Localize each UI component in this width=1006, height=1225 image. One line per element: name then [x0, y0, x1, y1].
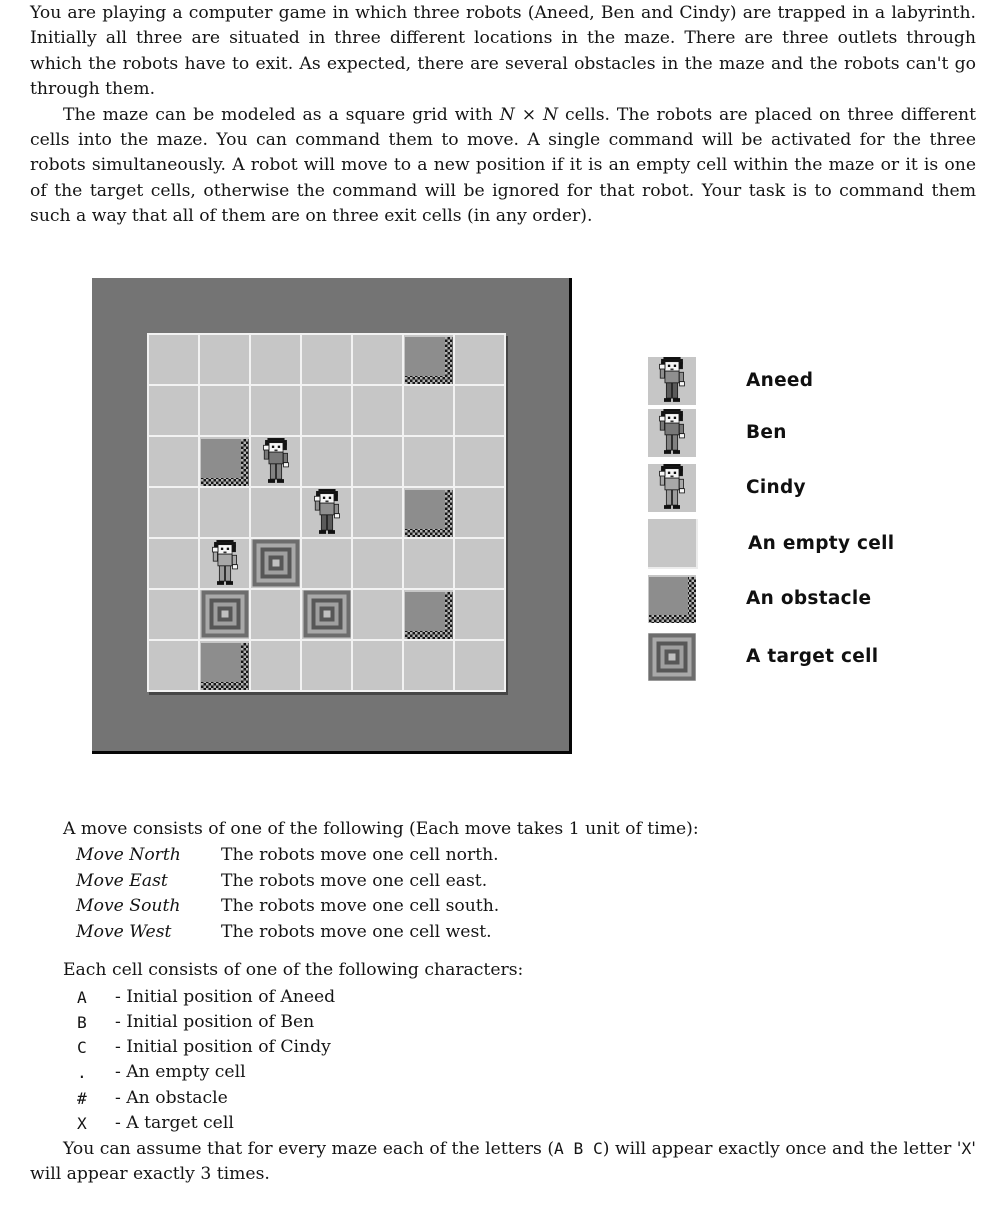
empty-cell: [353, 335, 402, 384]
char-desc: - A target cell: [115, 1112, 234, 1133]
obstacle-cell: [200, 437, 249, 486]
moves-intro: A move consists of one of the following (Each move takes 1 unit of time):: [63, 818, 699, 839]
empty-cell: [302, 335, 351, 384]
legend-label-aneed: Aneed: [746, 370, 814, 392]
empty-cell: [200, 386, 249, 435]
target-ring: [669, 653, 676, 660]
mono-letter-x: X: [961, 1139, 972, 1159]
char-key: .: [77, 1063, 87, 1083]
empty-cell: [149, 539, 198, 588]
target-cell: [251, 539, 300, 588]
empty-cell: [149, 437, 198, 486]
empty-cell: [455, 590, 504, 639]
empty-cell: [353, 386, 402, 435]
math-n: N: [499, 104, 515, 125]
target-cell-sprite: [648, 633, 696, 681]
empty-cell: [149, 590, 198, 639]
char-desc: - Initial position of Cindy: [115, 1037, 331, 1058]
move-term: Move South: [76, 896, 181, 917]
empty-cell: [149, 386, 198, 435]
legend-row-obstacle: [648, 575, 871, 623]
paragraph-text: ) will appear exactly once and the letter ': [602, 1139, 962, 1160]
robot-icon: [209, 540, 240, 587]
empty-cell: [404, 386, 453, 435]
robot-icon: [311, 489, 342, 536]
char-key: B: [77, 1013, 87, 1033]
empty-cell: [302, 539, 351, 588]
empty-cell: [302, 437, 351, 486]
empty-cell: [251, 386, 300, 435]
empty-cell: [404, 539, 453, 588]
empty-cell: [353, 641, 402, 690]
empty-cell: [251, 641, 300, 690]
obstacle-cell: [404, 335, 453, 384]
cell-characters-section: [30, 958, 976, 1136]
obstacle-cell: [200, 641, 249, 690]
robot-cell-aneed: [302, 488, 351, 537]
legend-label-ben: Ben: [746, 422, 787, 444]
math-times: ×: [514, 104, 543, 125]
cell-characters-intro: Each cell consists of one of the following characters:: [63, 960, 524, 981]
empty-cell: [353, 488, 402, 537]
paragraph-text: You can assume that for every maze each of the letters (: [63, 1139, 555, 1160]
empty-cell: [404, 437, 453, 486]
move-desc: The robots move one cell north.: [221, 845, 499, 866]
legend-row-empty-cell: [648, 519, 894, 569]
empty-cell: [149, 641, 198, 690]
maze-grid: [147, 333, 506, 692]
empty-cell: [251, 488, 300, 537]
intro-paragraph-2: [30, 103, 976, 230]
maze-figure: [30, 278, 976, 754]
obstacle-sprite: [648, 575, 696, 623]
empty-cell: [200, 488, 249, 537]
empty-cell: [455, 386, 504, 435]
move-desc: The robots move one cell west.: [221, 921, 492, 942]
char-key: A: [77, 987, 87, 1007]
move-desc: The robots move one cell south.: [221, 896, 500, 917]
cindy-robot-sprite: [648, 464, 696, 512]
robot-icon: [260, 438, 291, 485]
empty-cell: [149, 335, 198, 384]
legend-label-empty-cell: An empty cell: [748, 533, 895, 555]
paragraph-text: The maze can be modeled as a square grid with: [63, 104, 500, 125]
empty-cell: [404, 641, 453, 690]
empty-cell: [251, 590, 300, 639]
empty-cell: [251, 335, 300, 384]
robot-icon: [657, 357, 688, 404]
target-cell: [302, 590, 351, 639]
intro-paragraph-1: You are playing a computer game in which three robots (Aneed, Ben and Cindy) are trapped in a labyrinth. Initially all three are situated in three different locations in the maze. There are three outlets through which the robots have to exit. As expected, there are several obstacles in the maze and the robots can't go through them.: [30, 3, 976, 100]
math-n: N: [543, 104, 559, 125]
empty-cell: [149, 488, 198, 537]
paragraph-text: cells. The robots are placed on three different cells into the maze. You can command them to move. A single command will be activated for the three robots simultaneously. A robot will move to a new position if it is an empty cell within the maze or it is one of the target cells, otherwise the command will be ignored for that robot. Your task is to command them such a way that all of them are on three exit cells (in any order).: [30, 104, 976, 227]
char-desc: - Initial position of Ben: [115, 1012, 315, 1033]
paragraph-text: ' will appear exactly 3 times.: [30, 1139, 976, 1185]
legend-label-target-cell: A target cell: [746, 646, 879, 668]
mono-letters-abc: A B C: [554, 1139, 603, 1159]
legend-label-cindy: Cindy: [746, 477, 806, 499]
legend-row-target-cell: [648, 633, 878, 681]
char-key: C: [77, 1038, 87, 1058]
char-desc: - An obstacle: [115, 1087, 228, 1108]
target-ring: [221, 611, 228, 618]
legend-row-cindy: [648, 464, 806, 512]
empty-cell: [455, 488, 504, 537]
robot-icon: [657, 409, 688, 456]
obstacle-cell: [404, 488, 453, 537]
char-key: X: [77, 1113, 87, 1133]
legend-label-obstacle: An obstacle: [746, 588, 872, 610]
move-term: Move North: [76, 845, 181, 866]
empty-cell: [455, 641, 504, 690]
target-ring: [272, 560, 279, 567]
outro-paragraph: [30, 1136, 976, 1188]
legend-row-aneed: [648, 357, 813, 405]
empty-cell: [353, 590, 402, 639]
char-desc: - An empty cell: [115, 1062, 246, 1083]
move-term: Move West: [76, 921, 172, 942]
empty-cell: [353, 539, 402, 588]
move-term: Move East: [76, 870, 168, 891]
robot-cell-cindy: [200, 539, 249, 588]
obstacle-cell: [404, 590, 453, 639]
aneed-robot-sprite: [648, 357, 696, 405]
empty-cell: [302, 386, 351, 435]
robot-icon: [657, 464, 688, 511]
moves-section: [30, 817, 976, 946]
char-key: #: [77, 1088, 87, 1108]
empty-cell: [302, 641, 351, 690]
ben-robot-sprite: [648, 409, 696, 457]
empty-cell: [455, 539, 504, 588]
empty-cell-sprite: [648, 519, 698, 569]
empty-cell: [353, 437, 402, 486]
legend-row-ben: [648, 409, 787, 457]
move-desc: The robots move one cell east.: [221, 870, 488, 891]
robot-cell-ben: [251, 437, 300, 486]
target-cell: [200, 590, 249, 639]
moves-list: [76, 843, 976, 945]
empty-cell: [200, 335, 249, 384]
empty-cell: [455, 335, 504, 384]
char-desc: - Initial position of Aneed: [115, 986, 336, 1007]
empty-cell: [455, 437, 504, 486]
target-ring: [323, 611, 330, 618]
cell-characters-list: [77, 985, 976, 1136]
maze-panel: [92, 278, 572, 754]
